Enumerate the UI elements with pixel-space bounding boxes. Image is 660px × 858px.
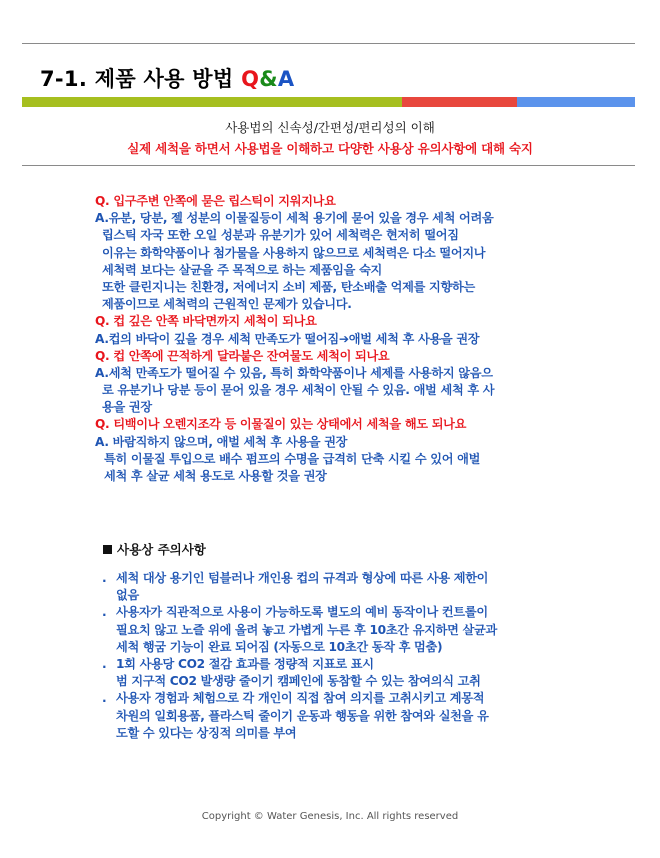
notice-bullet-item — [102, 690, 582, 707]
answer-line: A.세척 만족도가 떨어질 수 있음, 특히 화학약품이나 세제를 사용하지 않음으 — [95, 365, 493, 380]
answer-line: 립스틱 자국 또한 오일 성분과 유분기가 있어 세척력은 현저히 떨어짐 — [102, 228, 459, 243]
square-bullet-icon — [103, 545, 112, 554]
notice-text: 차원의 일회용품, 플라스틱 줄이기 운동과 행동을 위한 참여와 실천을 유 — [116, 708, 489, 723]
color-bar — [22, 97, 635, 107]
notice-text: 필요치 않고 노즐 위에 올려 놓고 가볍게 누른 후 10초간 유지하면 살균과 — [116, 622, 497, 637]
notice-continuation — [102, 708, 582, 725]
notice-title-text: 사용상 주의사항 — [117, 542, 206, 557]
dot-bullet-icon: . — [102, 605, 107, 620]
notice-text: 사용자가 직관적으로 사용이 가능하도록 별도의 예비 동작이나 컨트롤이 — [116, 605, 488, 620]
dot-bullet-icon: . — [102, 656, 107, 671]
color-bar-segment-3 — [402, 97, 517, 107]
color-bar-segment-1 — [22, 97, 212, 107]
title-q: Q — [241, 67, 260, 91]
answer-line: 로 유분기나 당분 등이 묻어 있을 경우 세척이 안될 수 있음. 애벌 세척 후 사 — [102, 383, 495, 398]
notice-text: 1회 사용당 CO2 절감 효과를 정량적 지표로 표시 — [116, 656, 374, 671]
title-amp: & — [259, 67, 278, 91]
answer-line: 이유는 화학약품이나 첨가물을 사용하지 않으므로 세척력은 다소 떨어지나 — [102, 245, 486, 260]
question-line: Q. 컵 안쪽에 끈적하게 달라붙은 잔여물도 세척이 되나요 — [95, 348, 390, 363]
answer-line: 세척 후 살균 세척 용도로 사용할 것을 권장 — [104, 469, 327, 483]
color-bar-segment-4 — [517, 97, 635, 107]
page-title — [40, 63, 294, 93]
title-main: 7-1. 제품 사용 방법 — [40, 67, 242, 91]
answer-line: 용을 권장 — [102, 400, 152, 415]
dot-bullet-icon: . — [102, 691, 107, 706]
answer-line: 세척력 보다는 살균을 주 목적으로 하는 제품임을 숙지 — [102, 262, 383, 277]
notice-bullet-item — [102, 656, 582, 673]
answer-line: A.유분, 당분, 젤 성분의 이물질등이 세척 용기에 묻어 있을 경우 세척 어려움 — [95, 211, 494, 226]
notice-text: 도할 수 있다는 상징적 의미를 부여 — [116, 725, 297, 740]
question-line: Q. 컵 깊은 안쪽 바닥면까지 세척이 되나요 — [95, 314, 317, 329]
notice-text: 범 지구적 CO2 발생량 줄이기 캠페인에 동참할 수 있는 참여의식 고취 — [116, 674, 481, 689]
section-divider — [22, 165, 635, 166]
color-bar-segment-2 — [212, 97, 402, 107]
notice-continuation — [102, 725, 582, 742]
answer-line: A.컵의 바닥이 깊을 경우 세척 만족도가 떨어짐➔애벌 세척 후 사용을 권장 — [95, 331, 480, 346]
notice-continuation — [102, 639, 582, 656]
notice-bullet-item — [102, 570, 582, 587]
notice-text: 세척 행굼 기능이 완료 되어짐 (자동으로 10초간 동작 후 멈춤) — [116, 639, 443, 654]
title-a: A — [277, 67, 295, 91]
notice-list — [102, 570, 582, 742]
answer-line: 특히 이물질 투입으로 배수 펌프의 수명을 급격히 단축 시킬 수 있어 애벌 — [104, 451, 481, 466]
answer-line: A. 바람직하지 않으며, 애벌 세척 후 사용을 권장 — [95, 434, 348, 449]
notice-heading — [103, 540, 206, 558]
question-line: Q. 티백이나 오렌지조각 등 이물질이 있는 상태에서 세척을 해도 되나요 — [95, 417, 467, 432]
subtitle-highlight: 실제 세척을 하면서 사용법을 이해하고 다양한 사용상 유의사항에 대해 숙지 — [127, 141, 533, 156]
answer-line: 제품이므로 세척력의 근원적인 문제가 있습니다. — [102, 297, 352, 312]
top-divider — [22, 43, 635, 44]
notice-continuation — [102, 673, 582, 690]
qa-section — [95, 193, 575, 485]
notice-text: 사용자 경험과 체험으로 각 개인이 직접 참여 의지를 고취시키고 계몽적 — [116, 691, 485, 706]
notice-text: 없음 — [116, 588, 139, 603]
answer-line: 또한 클린지니는 친환경, 저에너지 소비 제품, 탄소배출 억제를 지향하는 — [102, 279, 475, 294]
notice-bullet-item — [102, 604, 582, 621]
dot-bullet-icon: . — [102, 571, 107, 585]
subtitle: 사용법의 신속성/간편성/편리성의 이해 — [225, 120, 435, 135]
question-line: Q. 입구주변 안쪽에 묻은 립스틱이 지워지나요 — [95, 194, 336, 208]
notice-continuation — [102, 622, 582, 639]
notice-continuation — [102, 587, 582, 604]
notice-text: 세척 대상 용기인 텀블러나 개인용 컵의 규격과 형상에 따른 사용 제한이 — [116, 571, 489, 585]
footer-copyright: Copyright © Water Genesis, Inc. All rights reserved — [201, 811, 459, 822]
